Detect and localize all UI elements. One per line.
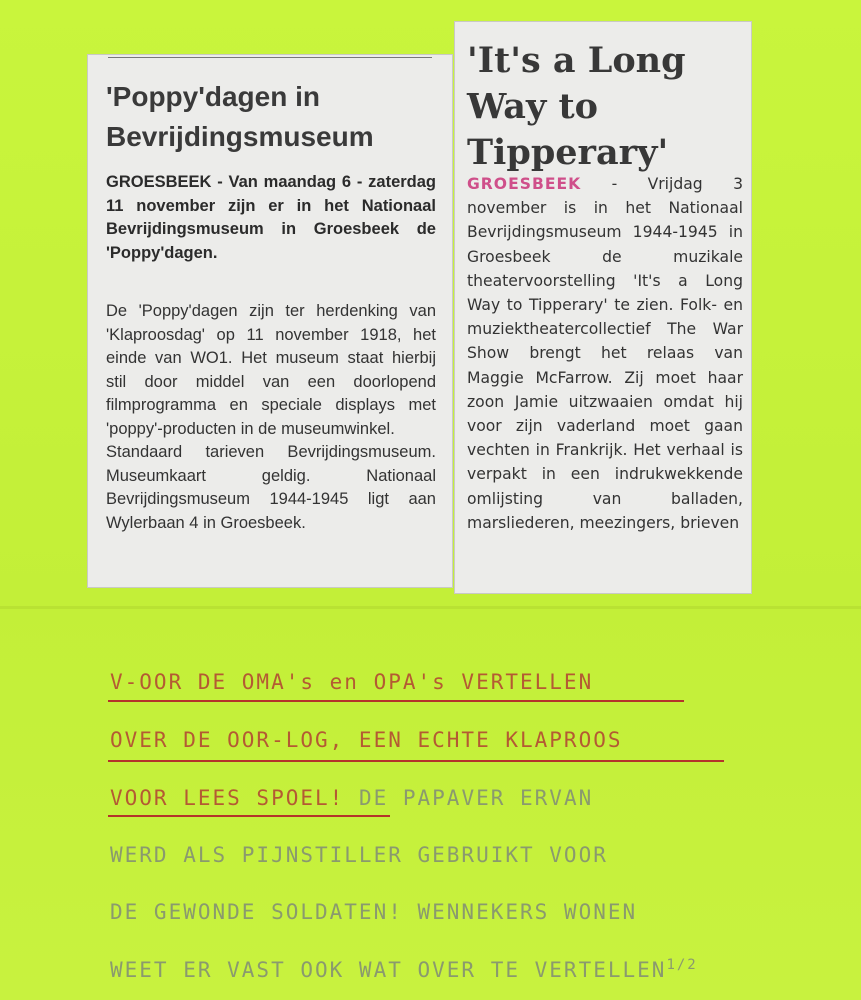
clipping-body [467, 172, 743, 535]
clipping-body [106, 300, 436, 535]
clipping-body-paragraph: De 'Poppy'dagen zijn ter herdenking van 'Klaproosdag' op 11 november 1918, het einde van WO1. Het museum staat hierbij stil door middel van een doorlopend filmprogramma en speciale displays met 'poppy'-producten in de museumwinkel. [106, 302, 436, 438]
typed-line-2: OVER DE OOR-LOG, EEN ECHTE KLAPROOS [110, 728, 623, 752]
typed-line-1: V-OOR DE OMA's en OPA's VERTELLEN [110, 670, 594, 694]
typed-line-3-grey: DE PAPAVER ERVAN [344, 786, 594, 810]
page-marker: 1/2 [666, 957, 698, 973]
typed-line-5: DE GEWONDE SOLDATEN! WENNEKERS WONEN [110, 900, 638, 924]
clipping-body-text: - Vrijdag 3 november is in het Nationaal Bevrijdingsmuseum 1944-1945 in Groesbeek de muzikale theatervoorstelling 'It's a Long Way to Tipperary' te zien. Folk- en muziektheatercollectief The War Show brengt het relaas van Maggie McFarrow. Zij moet haar zoon Jamie uitzwaaien omdat hij voor zijn vaderland moet gaan vechten in Frankrijk. Het verhaal is verpakt in een indrukwekkende omlijsting van balladen, marsliederen, meezingers, brieven [467, 175, 743, 532]
handwritten-underline [108, 760, 724, 762]
clipping-top-rule [108, 57, 432, 58]
typed-line-4: WERD ALS PIJNSTILLER GEBRUIKT VOOR [110, 843, 608, 867]
dateline: GROESBEEK [467, 175, 582, 193]
typed-line-6-text: WEET ER VAST OOK WAT OVER TE VERTELLEN [110, 958, 667, 982]
clipping-body-paragraph-2: Standaard tarieven Bevrijdingsmuseum. Museumkaart geldig. Nationaal Bevrijdingsmuseum 1944-1945 ligt aan Wylerbaan 4 in Groesbeek. [106, 443, 436, 532]
typed-line-3-red: VOOR LEES SPOEL! [110, 786, 345, 810]
clipping-headline: 'It's a Long Way to Tipperary' [467, 40, 686, 173]
handwritten-underline [108, 700, 684, 702]
clipping-lead: GROESBEEK - Van maandag 6 - zaterdag 11 november zijn er in het Nationaal Bevrijdingsmuseum in Groesbeek de 'Poppy'dagen. [106, 173, 436, 262]
tipperary-clipping [455, 22, 751, 593]
clipping-headline: 'Poppy'dagen in Bevrijdingsmuseum [106, 81, 374, 152]
poppy-dagen-clipping [88, 55, 452, 587]
paper-fold-line [0, 606, 861, 609]
handwritten-underline [108, 815, 390, 817]
typed-line-6 [110, 957, 698, 982]
typed-line-3 [110, 786, 593, 810]
